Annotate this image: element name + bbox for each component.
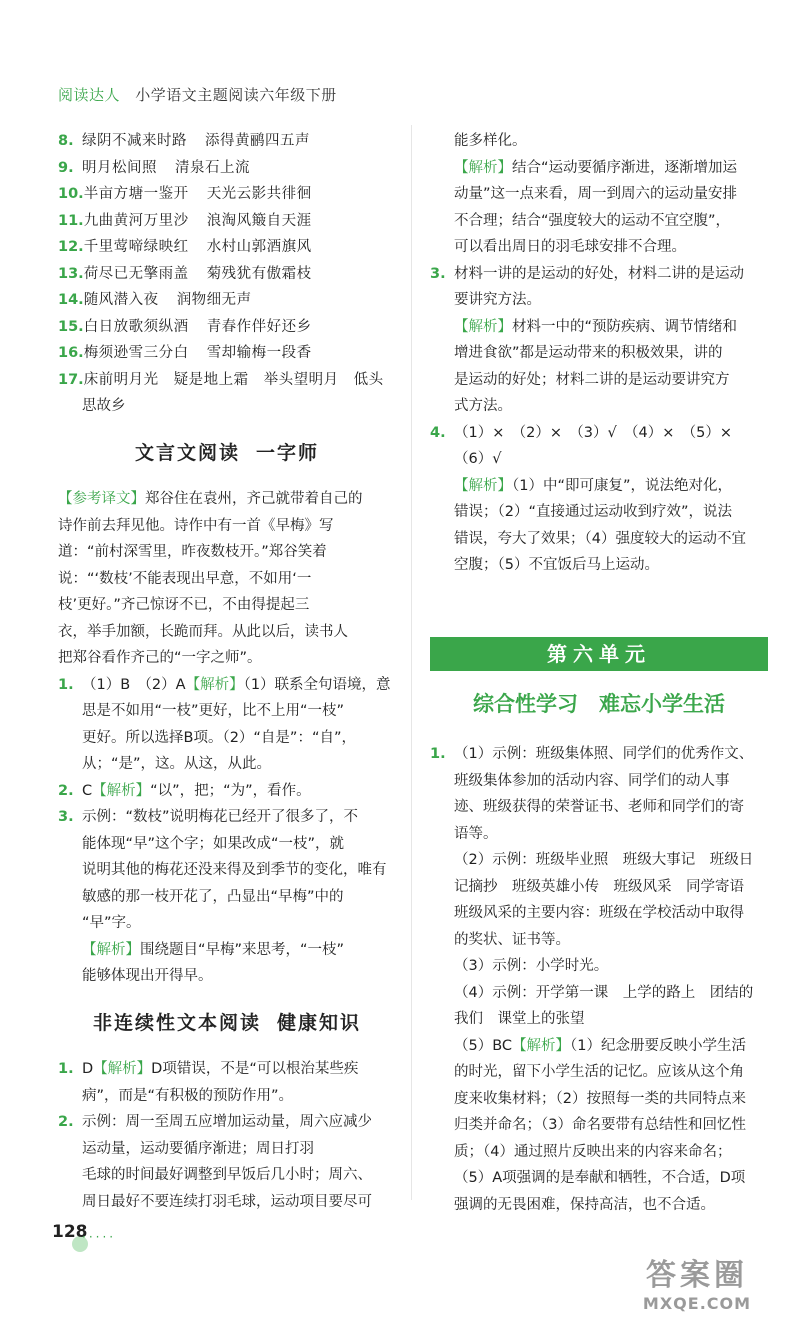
answer-unit6-q1: 1. （1）示例：班级集体照、同学们的优秀作文、 班级集体参加的活动内容、同学们的动人事 迹、班级获得的荣誉证书、老师和同学们的寄 语等。 （2）示例：班级毕业照 班级大事记 班级日 记摘抄 班级英雄小传 班级风采 同学寄语 班级风采的主要内容：班级在学校活动中取得 的奖状、证书等。 （3）示例：小学时光。 （4）示例：开学第一课 上学的路上 团结的 我们 课堂上的张望 （5）BC【解析】（1）纪念册要反映小学生活 的时光，留下小学生活的记忆。应该从这个角 度来收集材料；（2）按照每一类的共同特点来 归类并命名；（3）命名要带有总结性和回忆性 质；（4）通过照片反映出来的内容来命名； （5）A项强调的是奉献和牺牲，不合适，D项 强调的无畏困难，保持高洁，也不合适。 [430,746,754,1213]
page-number: 128 [52,1222,88,1242]
answer-health-q3: 3. 材料一讲的是运动的好处，材料二讲的是运动 要讲究方法。 【解析】材料一中的“预防疾病、调节情绪和 增进食欲”都是运动带来的积极效果，讲的 是运动的好处；材料二讲的是运动要讲究方 式方法。 [430,265,744,414]
poem-item: 8. 绿阴不减来时路 添得黄鹂四五声 [58,133,310,149]
unit-banner: 第六单元 [430,637,768,671]
section-heading-classical: 文言文阅读 一字师 [134,441,320,464]
poem-item: 15. 白日放歌须纵酒 青春作伴好还乡 [58,318,312,335]
page-dots-decoration: ····· [82,1230,117,1244]
answer-health-q1: 1. D【解析】D项错误，不是“可以根治某些疾 病”，而是“有积极的预防作用”。 [58,1061,359,1104]
answer-q3: 3. 示例：“数枝”说明梅花已经开了很多了，不 能体现“早”这个字；如果改成“一枝”，就 说明其他的梅花还没来得及到季节的变化，唯有 敏感的那一枝开花了，凸显出“早梅”中的 “早”字。 【解析】围绕题目“早梅”来思考，“一枝” 能够体现出开得早。 [58,809,387,984]
poem-item-17: 17. 床前明月光 疑是地上霜 举头望明月 低头 [58,371,384,388]
left-column: 8. 绿阴不减来时路 添得黄鹂四五声 9. 明月松间照 清泉石上流 10. 半亩方塘一鉴开 天光云影共徘徊 11. 九曲黄河万里沙 浪淘风簸自天涯 12. 千里莺啼绿映红 水村山郭酒旗风 13. 荷尽已无擎雨盖 菊残犹有傲霜枝 14. 随风潜入夜 润物细无声 15. 白日放歌须纵酒 青春作伴好还乡 16. 梅须逊雪三分白 雪却输梅一段香 17. 床前明月光 疑是地上霜 举头望明月 低头 思故乡 文言文阅读 一字师 【参考译文】郑谷住在袁州，齐己就带着自己的 诗作前去拜见他。诗作中有一首《早梅》写 道：“前村深雪里，昨夜数枝开。”郑谷笑着 说：“‘数枝’不能表现出早意，不如用‘一 枝’更好。”齐己惊讶不已，不由得提起三 衣，举手加额，长跪而拜。从此以后，读书人 把郑谷看作齐己的“一字之师”。 1. （1）B （2）A【解析】（1）联系全句语境，意 思是不如用“一枝”更好，比不上用“一枝” 更好。所以选择B项。（2）“自是”：“自”， 从；“是”，这。从这，从此。 2. C【解析】“以”，把；“为”，看作。 3. 示例：“数枝”说明梅花已经开了很多了，不 能体现“早”这个字；如果改成“一枝”，就 说明其他的梅花还没来得及到季节的变化，唯有 敏感的那一枝开花了，凸显出“早梅”中的 “早”字。 【解析】围绕题目“早梅”来思考，“一枝” 能够体现出开得早。 非连续性文本阅读 健康知识 1. D【解析】D项错误，不是“可以根治某些疾 病”，而是“有积极的预防作用”。 2. 示例：周一至周五应增加运动量，周六应减少 运动量，运动要循序渐进；周日打羽 毛球的时间最好调整到早饭后几小时；周六、 周日最好不要连续打羽毛球，运动项目要尽可 [58,128,396,1215]
page-header [58,84,337,105]
answer-q2: 2. C【解析】“以”，把；“为”，看作。 [58,782,311,799]
answer-q1: 1. （1）B （2）A【解析】（1）联系全句语境，意 思是不如用“一枝”更好，比不上用“一枝” 更好。所以选择B项。（2）“自是”：“自”， 从；“是”，这。从这，从此。 [58,676,391,772]
watermark [622,1250,772,1313]
answer-health-q2: 2. 示例：周一至周五应增加运动量，周六应减少 运动量，运动要循序渐进；周日打羽 毛球的时间最好调整到早饭后几小时；周六、 周日最好不要连续打羽毛球，运动项目要尽可 [58,1114,372,1210]
right-column [430,128,768,1218]
watermark-url: MXQE.COM [642,1294,752,1313]
watermark-logo: 答案圈 [646,1258,748,1293]
poem-item: 13. 荷尽已无擎雨盖 菊残犹有傲霜枝 [58,265,312,282]
poem-item: 10. 半亩方塘一鉴开 天光云影共徘徊 [58,186,312,202]
reference-translation: 【参考译文】郑谷住在袁州，齐己就带着自己的 诗作前去拜见他。诗作中有一首《早梅》写 道：“前村深雪里，昨夜数枝开。”郑谷笑着 说：“‘数枝’不能表现出早意，不如用‘一 枝’更好。”齐己惊讶不已，不由得提起三 衣，举手加额，长跪而拜。从此以后，读书人 把郑谷看作齐己的“一字之师”。 [58,491,363,666]
section-heading-unit6: 综合性学习 难忘小学生活 [473,691,725,716]
poem-item: 16. 梅须逊雪三分白 雪却输梅一段香 [58,345,312,361]
poem-answer-list [58,128,396,367]
poem-item: 14. 随风潜入夜 润物细无声 [58,292,252,308]
column-divider [411,125,412,1200]
answer-health-q4: 4. （1）× （2）× （3）√ （4）× （5）× （6）√ 【解析】（1）中“即可康复”，说法绝对化， 错误；（2）“直接通过运动收到疗效”，说法 错误，夸大了效果；（4）强度较大的运动不宜 空腹；（5）不宜饭后马上运动。 [430,424,746,573]
poem-item: 11. 九曲黄河万里沙 浪淘风簸自天涯 [58,212,312,229]
analysis-health-q2: 【解析】结合“运动要循序渐进，逐渐增加运 动量”这一点来看，周一到周六的运动量安排 不合理；结合“强度较大的运动不宜空腹”， 可以看出周日的羽毛球安排不合理。 [454,159,738,255]
poem-item: 12. 千里莺啼绿映红 水村山郭酒旗风 [58,239,312,255]
poem-item: 9. 明月松间照 清泉石上流 [58,159,250,176]
continued-text: 能多样化。 [454,133,527,149]
section-heading-health: 非连续性文本阅读 健康知识 [92,1011,362,1034]
book-title: 小学语文主题阅读六年级下册 [135,86,337,104]
series-brand: 阅读达人 [58,86,121,104]
